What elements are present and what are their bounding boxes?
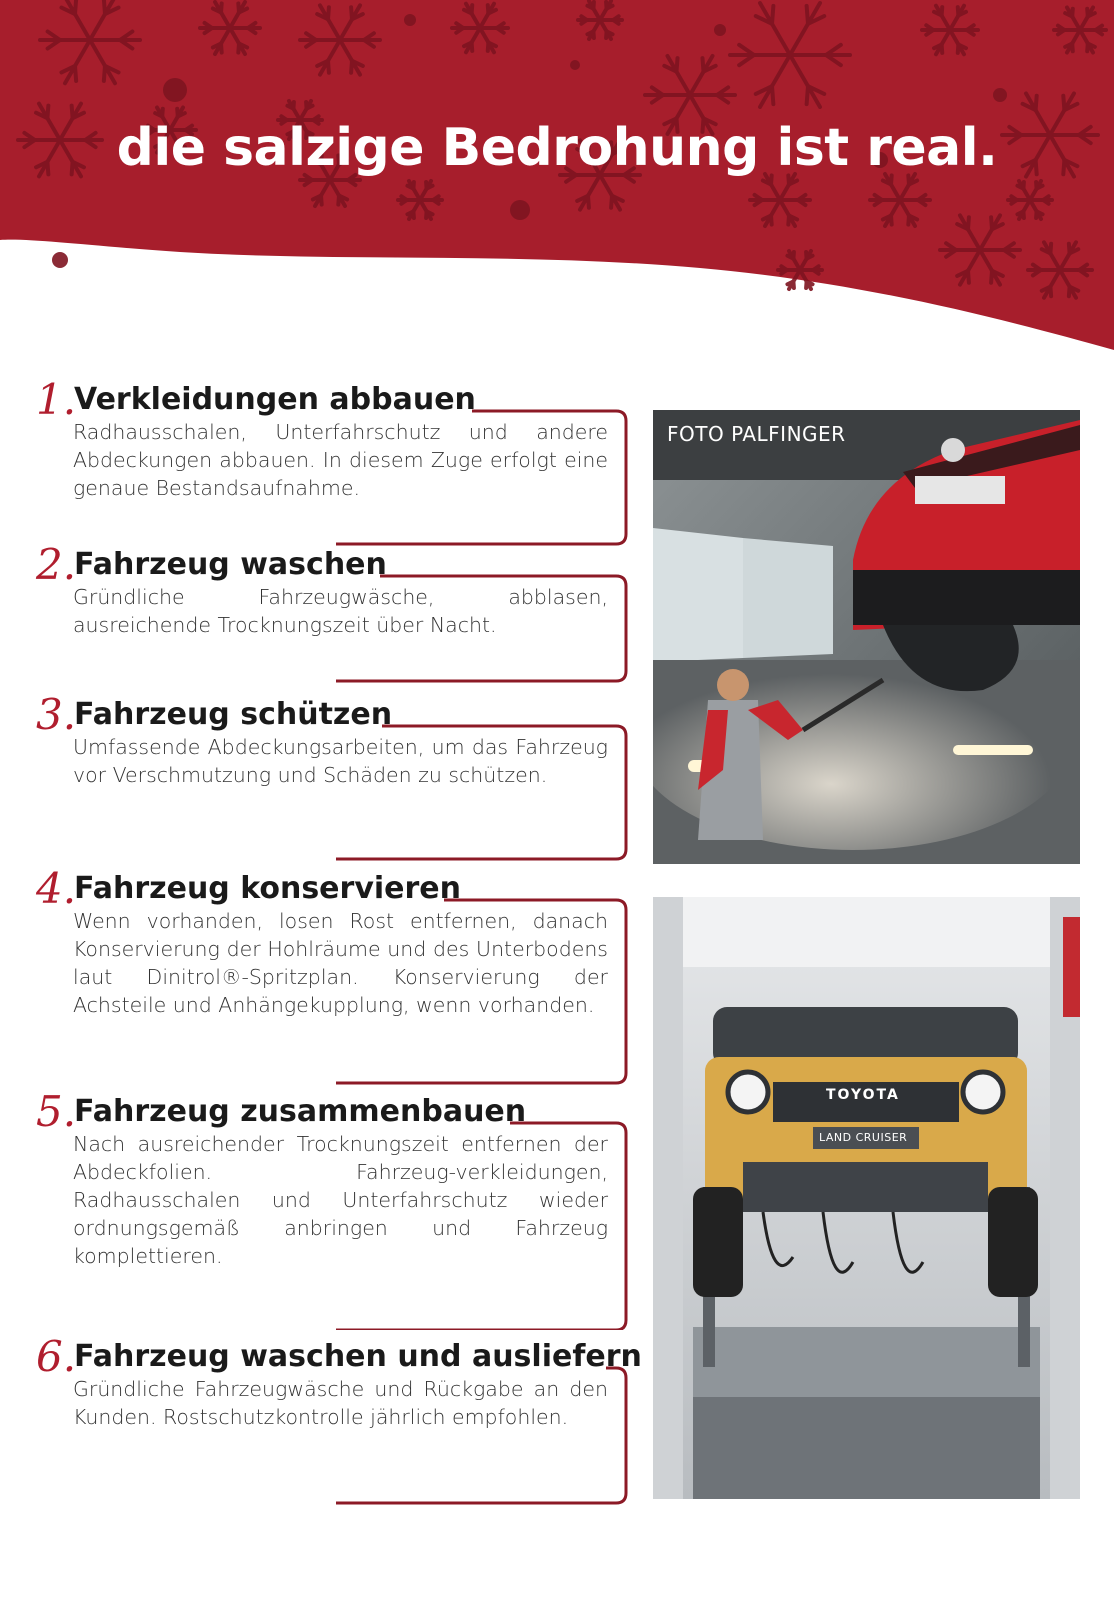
step-text: Gründliche Fahrzeugwäsche, abblasen, ausreichende Trocknungszeit über Nacht. xyxy=(73,585,608,637)
land-cruiser-image xyxy=(653,897,1080,1499)
step-title: Fahrzeug zusammenbauen xyxy=(74,1094,527,1129)
step-text: Nach ausreichender Trocknungszeit entfernen der Abdeckfolien. Fahrzeug-verkleidungen, Radhausschalen und Unterfahrschutz wieder ordnungsgemäß anbringen und Fahrzeug komplettieren. xyxy=(73,1132,608,1268)
step-number: 6. xyxy=(36,1332,77,1381)
vehicle-brand-label: TOYOTA xyxy=(826,1087,900,1103)
car-wash-image xyxy=(653,410,1080,864)
decor-dot xyxy=(993,88,1007,102)
step-title: Verkleidungen abbauen xyxy=(74,382,476,417)
photo-credit: FOTO PALFINGER xyxy=(667,422,846,446)
page-title: die salzige Bedrohung ist real. xyxy=(116,118,998,178)
step-number: 3. xyxy=(36,690,77,739)
step-text: Umfassende Abdeckungsarbeiten, um das Fahrzeug vor Verschmutzung und Schäden zu schützen. xyxy=(73,735,608,787)
step-title: Fahrzeug konservieren xyxy=(74,871,462,906)
decor-dot xyxy=(52,252,68,268)
step-title: Fahrzeug schützen xyxy=(74,697,393,732)
decor-dot xyxy=(163,78,187,102)
step-number: 4. xyxy=(36,864,77,913)
step-number: 5. xyxy=(36,1087,77,1136)
step-number: 2. xyxy=(36,540,77,589)
step-title: Fahrzeug waschen und ausliefern xyxy=(74,1339,642,1374)
banner-background xyxy=(0,0,1114,360)
step-6 xyxy=(36,1332,642,1505)
step-text: Wenn vorhanden, losen Rost entfernen, danach Konservierung der Hohlräume und des Unterbodens laut Dinitrol®-Spritzplan. Konservierung der Achsteile und Anhängekupplung, wenn vorhanden. xyxy=(73,909,608,1017)
header-banner xyxy=(0,0,1114,360)
step-2 xyxy=(36,540,626,691)
step-text: Gründliche Fahrzeugwäsche und Rückgabe an den Kunden. Rostschutzkontrolle jährlich empfohlen. xyxy=(73,1377,608,1429)
vehicle-model-label: LAND CRUISER xyxy=(819,1131,908,1144)
step-1 xyxy=(36,375,626,548)
photo-car-wash xyxy=(653,410,1080,864)
step-number: 1. xyxy=(36,375,77,424)
photo-land-cruiser xyxy=(653,897,1080,1499)
step-4 xyxy=(36,864,626,1087)
decor-dot xyxy=(714,24,726,36)
step-5 xyxy=(36,1087,626,1330)
decor-dot xyxy=(404,14,416,26)
step-title: Fahrzeug waschen xyxy=(74,547,387,582)
decor-dot xyxy=(510,200,530,220)
decor-dot xyxy=(570,60,580,70)
step-text: Radhausschalen, Unterfahrschutz und andere Abdeckungen abbauen. In diesem Zuge erfolgt eine genaue Bestandsaufnahme. xyxy=(73,420,608,500)
step-3 xyxy=(36,690,626,863)
